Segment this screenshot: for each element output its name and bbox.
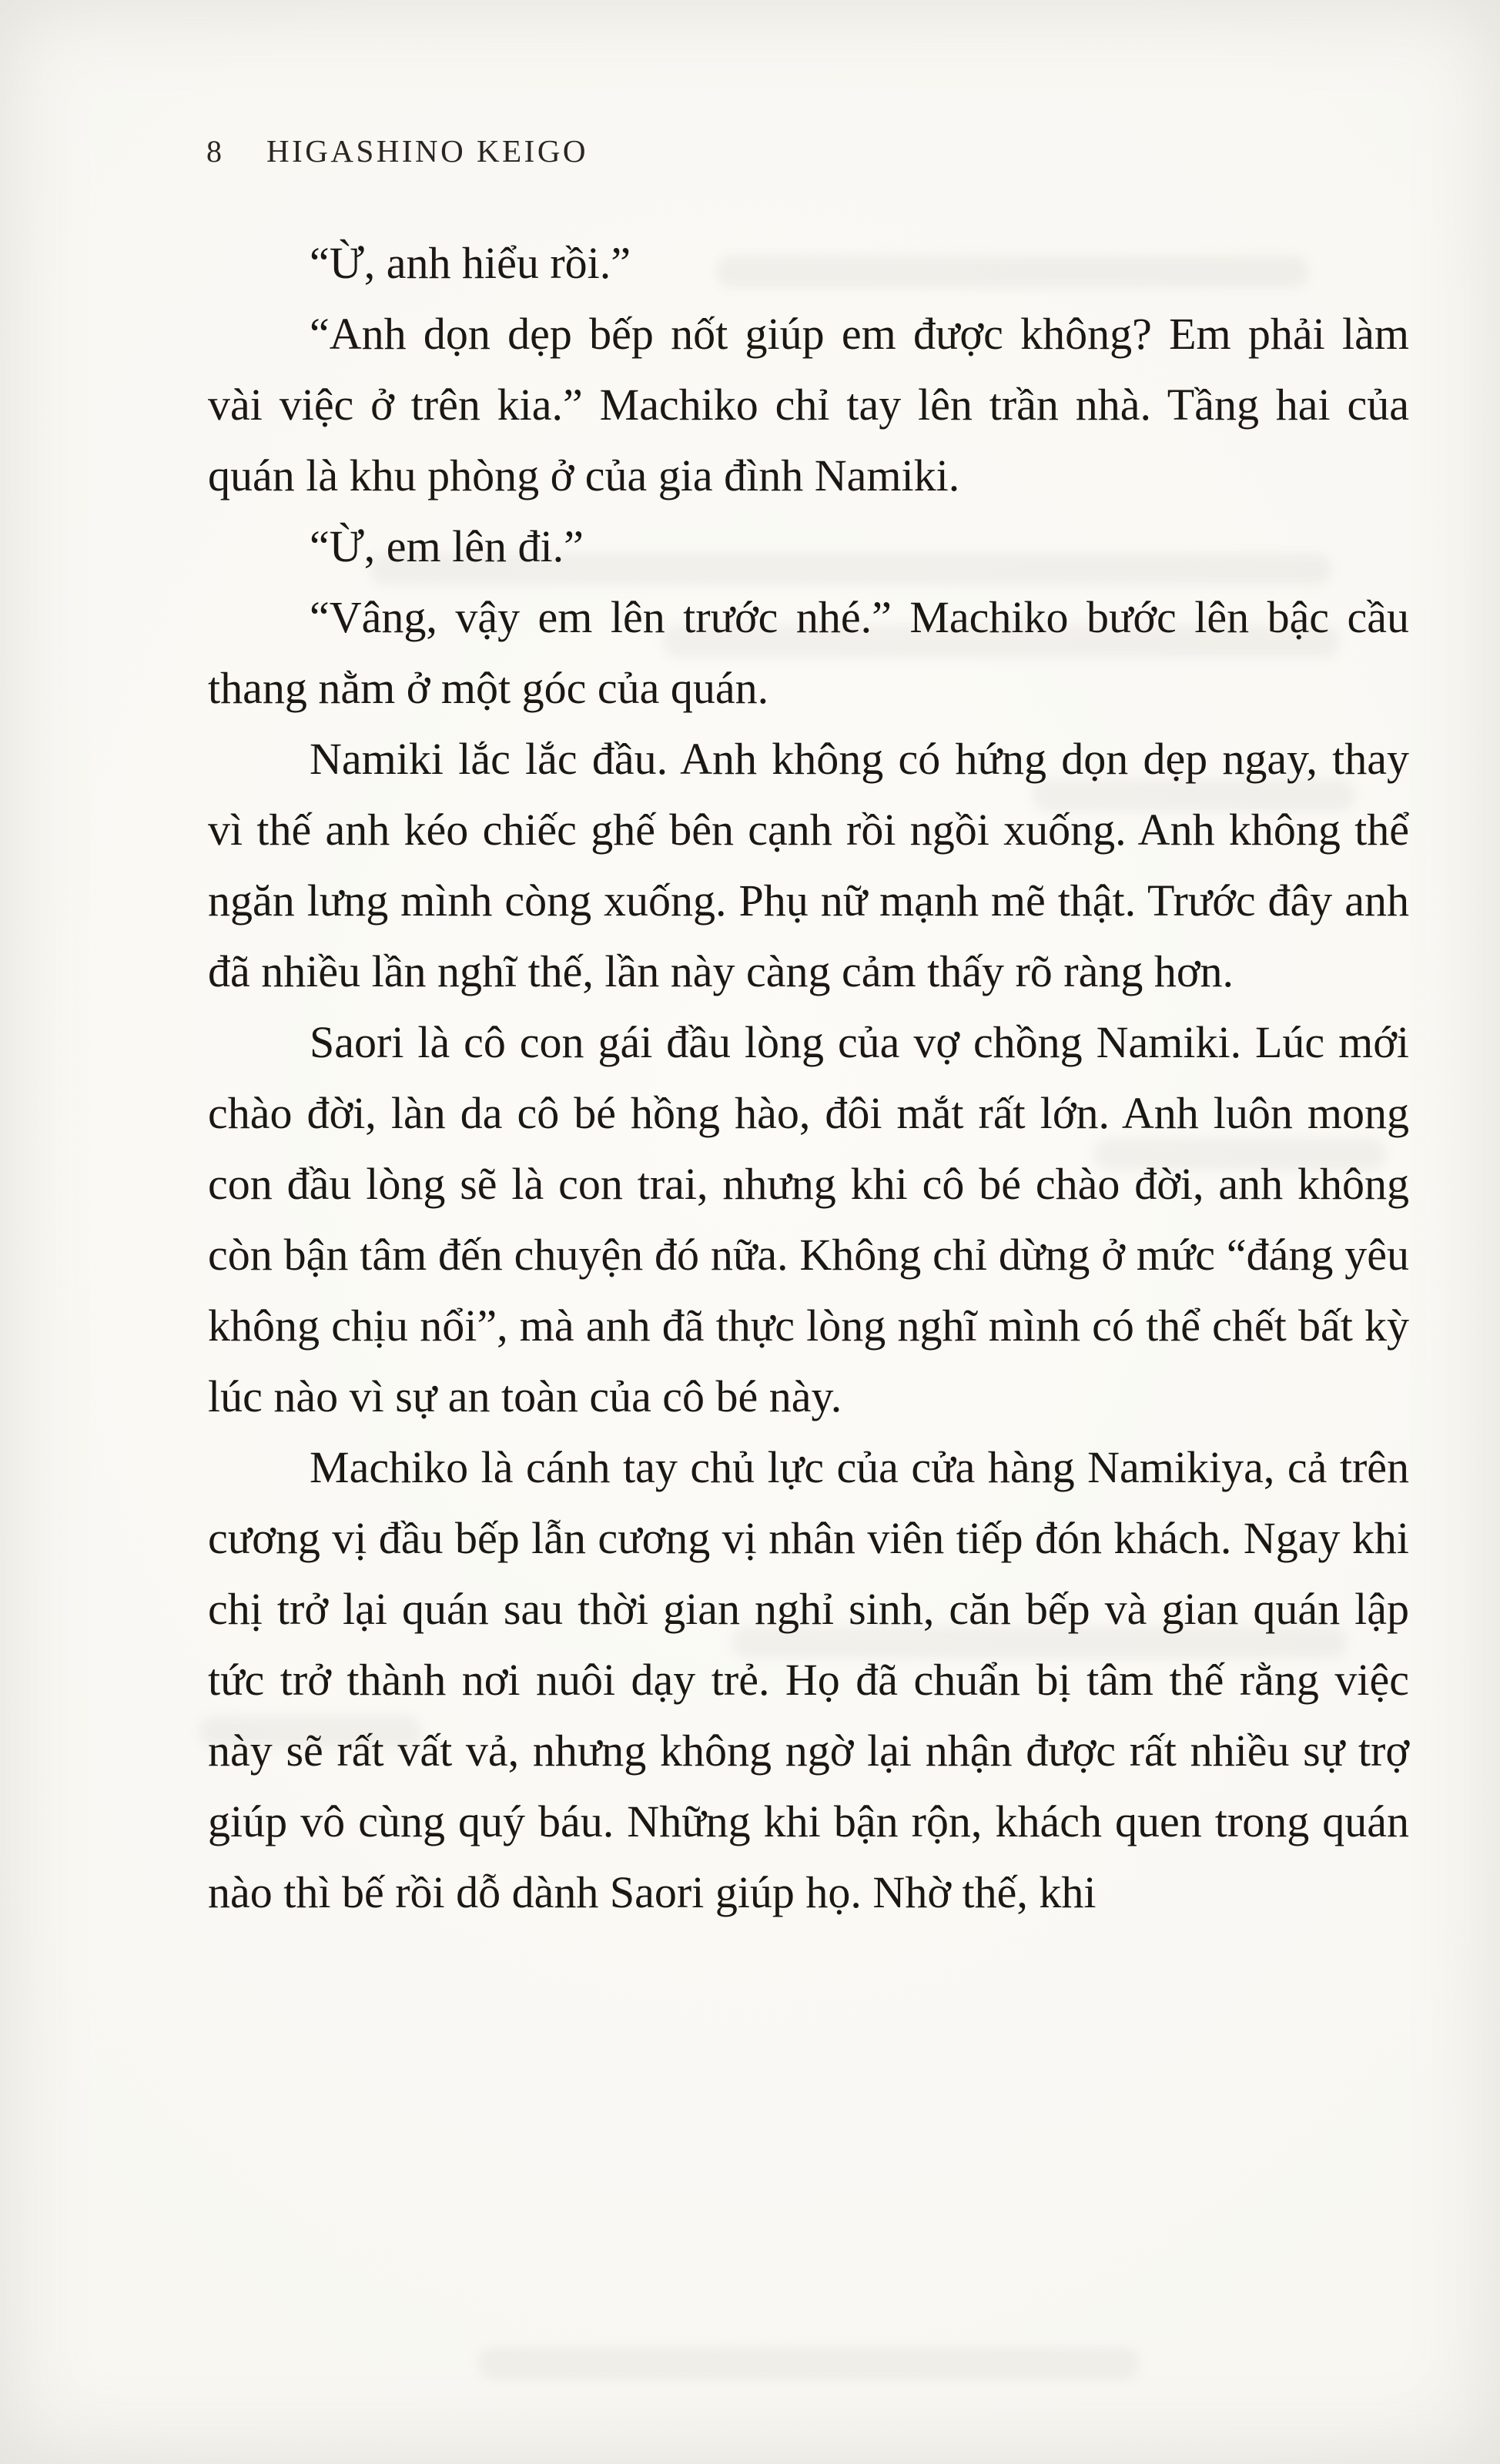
paragraph: Saori là cô con gái đầu lòng của vợ chồng Namiki. Lúc mới chào đời, làn da cô bé hồng hào, đôi mắt rất lớn. Anh luôn mong con đầu lòng sẽ là con trai, nhưng khi cô bé chào đời, anh không còn bận tâm đến chuyện đó nữa. Không chỉ dừng ở mức “đáng yêu không chịu nổi”, mà anh đã thực lòng nghĩ mình có thể chết bất kỳ lúc nào vì sự an toàn của cô bé này.: [208, 1017, 1409, 1421]
paragraph: Namiki lắc lắc đầu. Anh không có hứng dọn dẹp ngay, thay vì thế anh kéo chiếc ghế bên cạnh rồi ngồi xuống. Anh không thể ngăn lưng mình còng xuống. Phụ nữ mạnh mẽ thật. Trước đây anh đã nhiều lần nghĩ thế, lần này càng cảm thấy rõ ràng hơn.: [208, 734, 1409, 996]
paragraph: “Anh dọn dẹp bếp nốt giúp em được không? Em phải làm vài việc ở trên kia.” Machiko chỉ tay lên trần nhà. Tầng hai của quán là khu phòng ở của gia đình Namiki.: [208, 309, 1409, 500]
paragraph: “Vâng, vậy em lên trước nhé.” Machiko bước lên bậc cầu thang nằm ở một góc của quán.: [208, 592, 1409, 713]
page-number: 8: [206, 134, 222, 169]
bleedthrough-smudge: [477, 2347, 1140, 2379]
paragraph: “Ừ, anh hiểu rồi.”: [310, 238, 631, 288]
running-title: HIGASHINO KEIGO: [266, 133, 589, 169]
paragraph: Machiko là cánh tay chủ lực của cửa hàng Namikiya, cả trên cương vị đầu bếp lẫn cương vị nhân viên tiếp đón khách. Ngay khi chị trở lại quán sau thời gian nghỉ sinh, căn bếp và gian quán lập tức trở thành nơi nuôi dạy trẻ. Họ đã chuẩn bị tâm thế rằng việc này sẽ rất vất vả, nhưng không ngờ lại nhận được rất nhiều sự trợ giúp vô cùng quý báu. Những khi bận rộn, khách quen trong quán nào thì bế rồi dỗ dành Saori giúp họ. Nhờ thế, khi: [208, 1442, 1409, 1917]
page-header: [206, 132, 588, 169]
text-block: [208, 228, 1409, 1928]
paragraph: “Ừ, em lên đi.”: [310, 521, 584, 571]
